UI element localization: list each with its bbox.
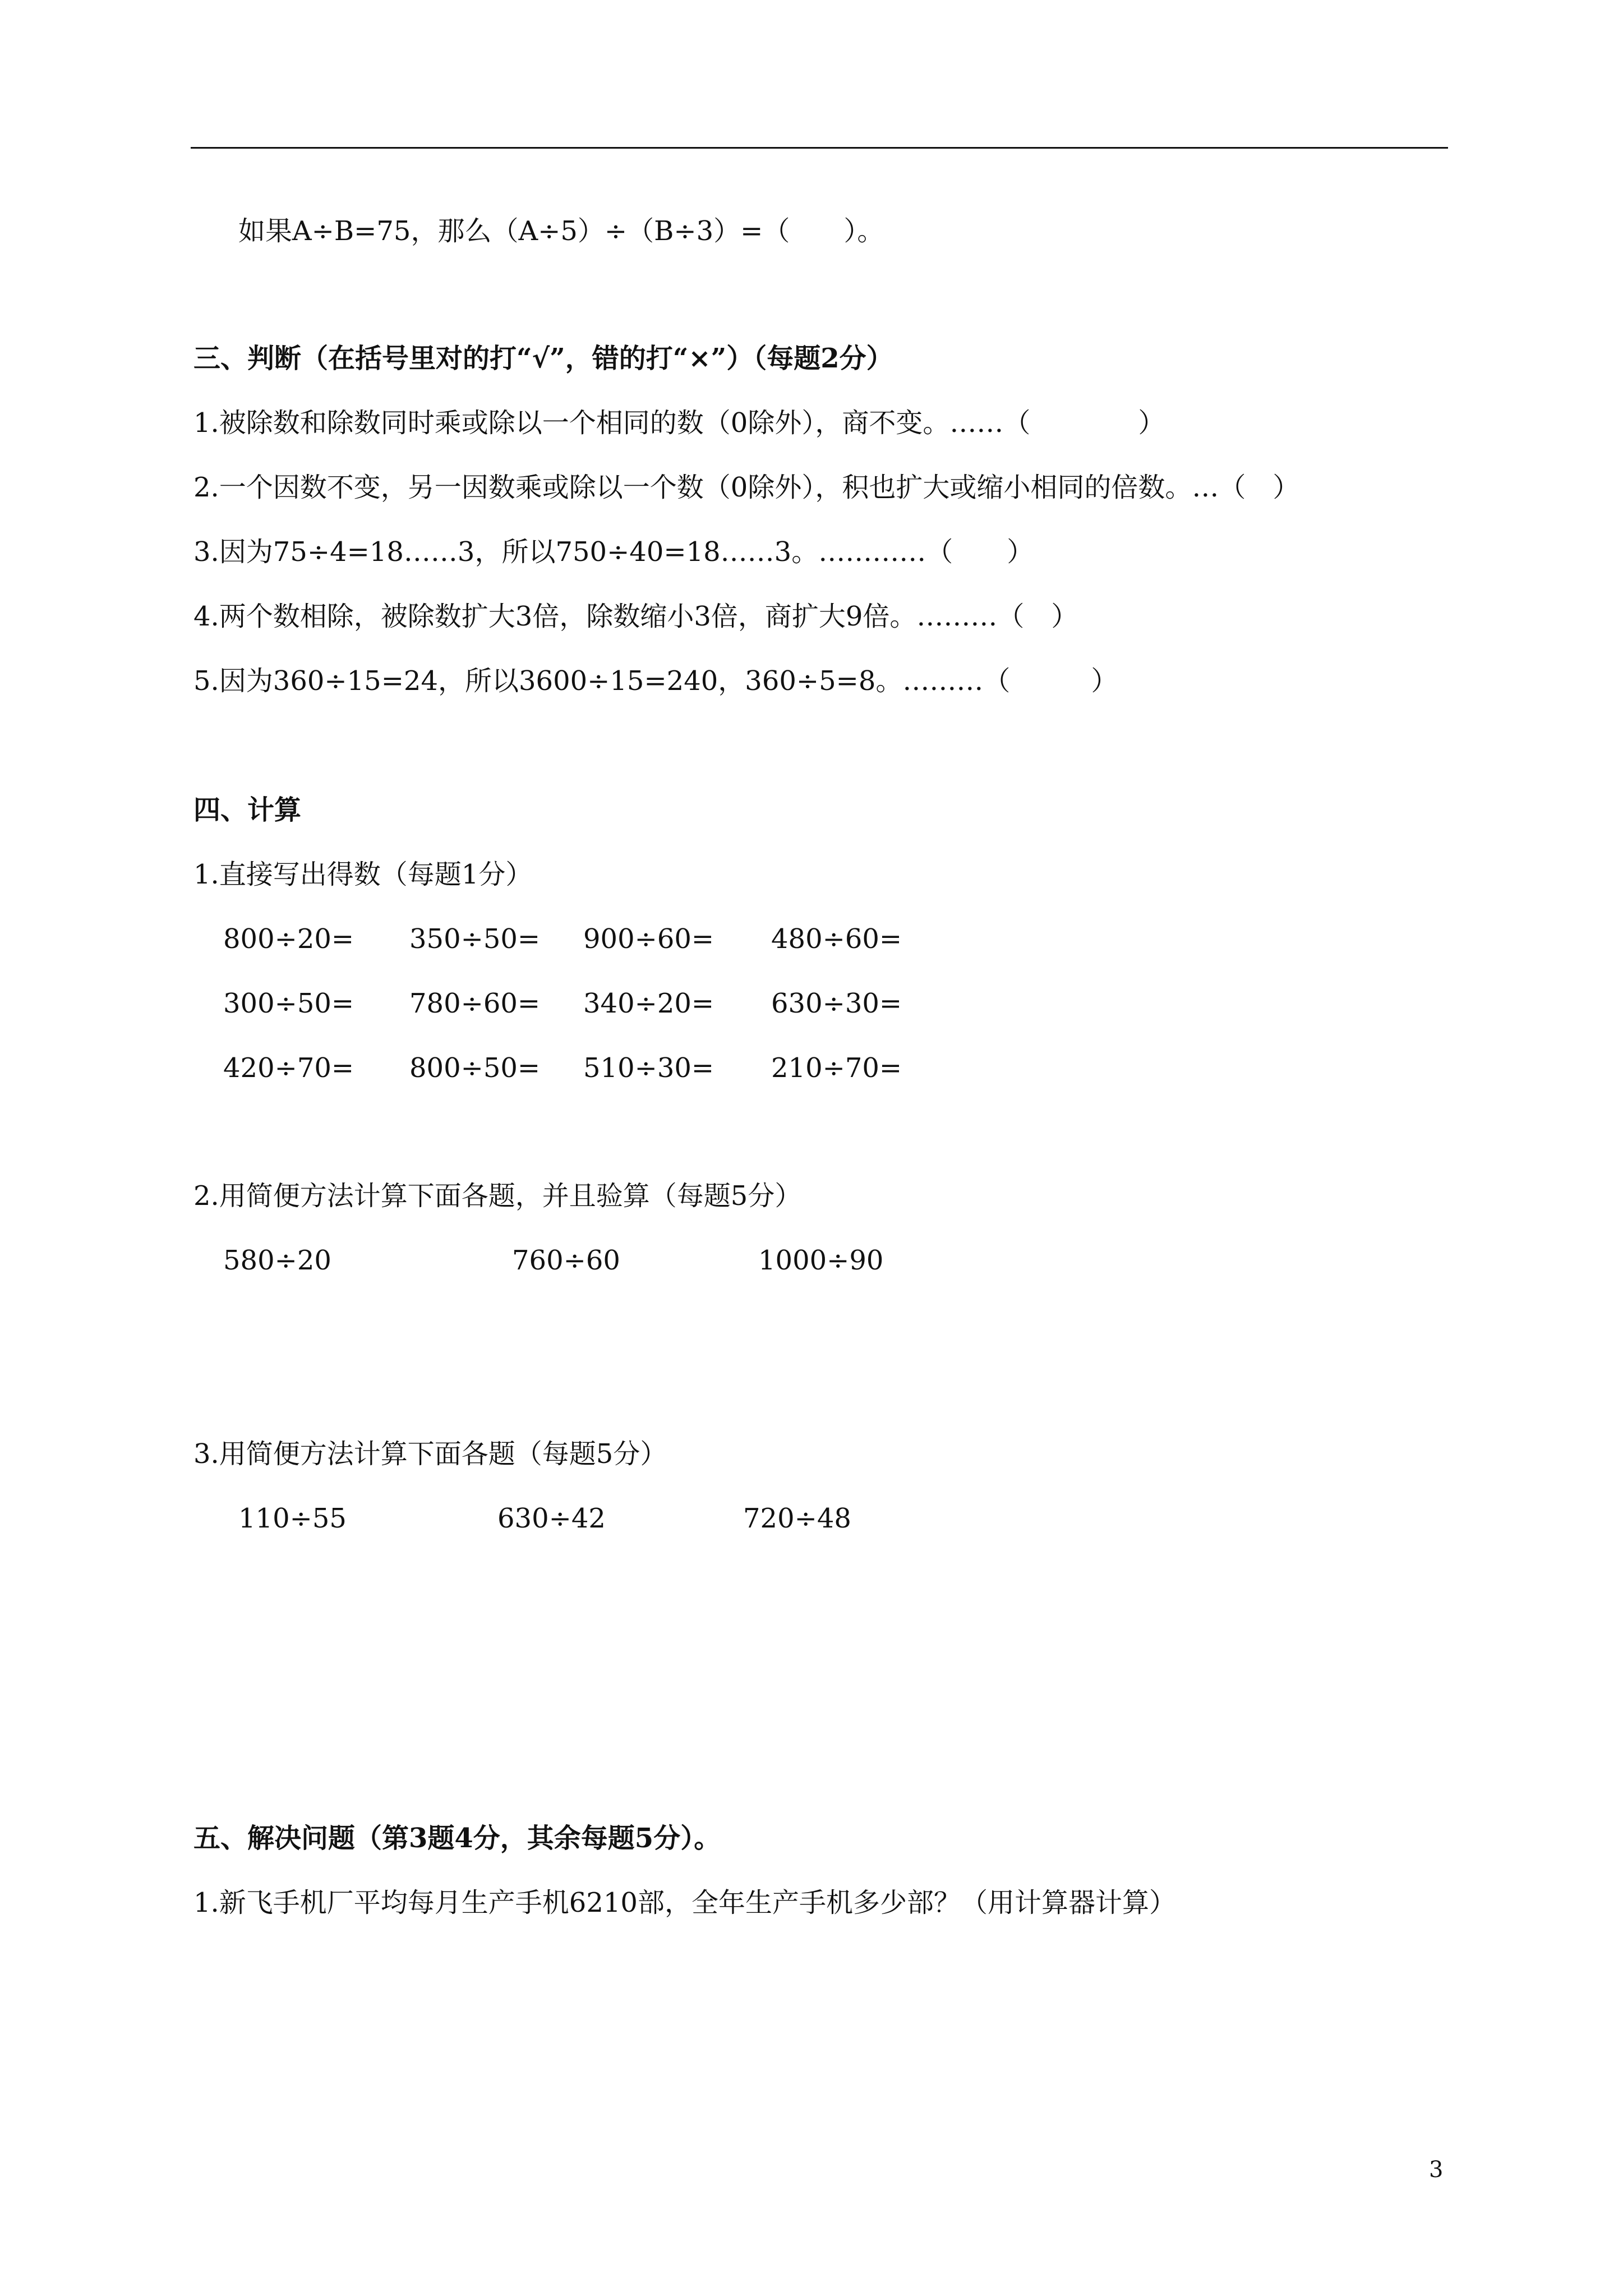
simplify-item: 630÷42 [497,1503,606,1534]
mental-math-item: 350÷50= [409,923,541,955]
section3-item: 5.因为360÷15=24，所以3600÷15=240，360÷5=8。………（ ） [193,665,1118,697]
mental-math-item: 800÷50= [409,1052,541,1084]
section3-item: 2.一个因数不变，另一因数乘或除以一个数（0除外），积也扩大或缩小相同的倍数。…（ ） [193,472,1300,503]
mental-math-item: 210÷70= [771,1052,902,1084]
mental-math-item: 480÷60= [771,923,902,955]
intro-line: 如果A÷B=75，那么（A÷5）÷（B÷3）=（ ）。 [238,215,884,247]
section4-title: 四、计算 [193,794,302,826]
mental-math-item: 900÷60= [583,923,714,955]
section3-title: 三、判断（在括号里对的打“√”，错的打“×”）（每题2分） [193,343,893,374]
section4-part3-heading: 3.用简便方法计算下面各题（每题5分） [193,1438,667,1470]
section5-item: 1.新飞手机厂平均每月生产手机6210部，全年生产手机多少部？（用计算器计算） [193,1887,1176,1918]
section5-title: 五、解决问题（第3题4分，其余每题5分）。 [193,1823,721,1854]
page-number: 3 [1429,2157,1444,2183]
simplify-item: 720÷48 [743,1503,851,1534]
mental-math-item: 510÷30= [583,1052,714,1084]
simplify-check-item: 760÷60 [512,1245,620,1276]
header-rule [191,147,1448,149]
mental-math-item: 300÷50= [223,988,354,1019]
simplify-item: 110÷55 [238,1503,347,1534]
section3-item: 1.被除数和除数同时乘或除以一个相同的数（0除外），商不变。……（ ） [193,407,1165,439]
mental-math-item: 780÷60= [409,988,541,1019]
section3-item: 4.两个数相除，被除数扩大3倍，除数缩小3倍，商扩大9倍。………（ ） [193,601,1078,632]
section3-item: 3.因为75÷4=18……3，所以750÷40=18……3。…………（ ） [193,536,1034,568]
simplify-check-item: 580÷20 [223,1245,331,1276]
mental-math-item: 800÷20= [223,923,354,955]
mental-math-item: 340÷20= [583,988,714,1019]
mental-math-item: 630÷30= [771,988,902,1019]
mental-math-item: 420÷70= [223,1052,354,1084]
simplify-check-item: 1000÷90 [758,1245,884,1276]
section4-part1-heading: 1.直接写出得数（每题1分） [193,859,533,890]
section4-part2-heading: 2.用简便方法计算下面各题，并且验算（每题5分） [193,1180,802,1212]
